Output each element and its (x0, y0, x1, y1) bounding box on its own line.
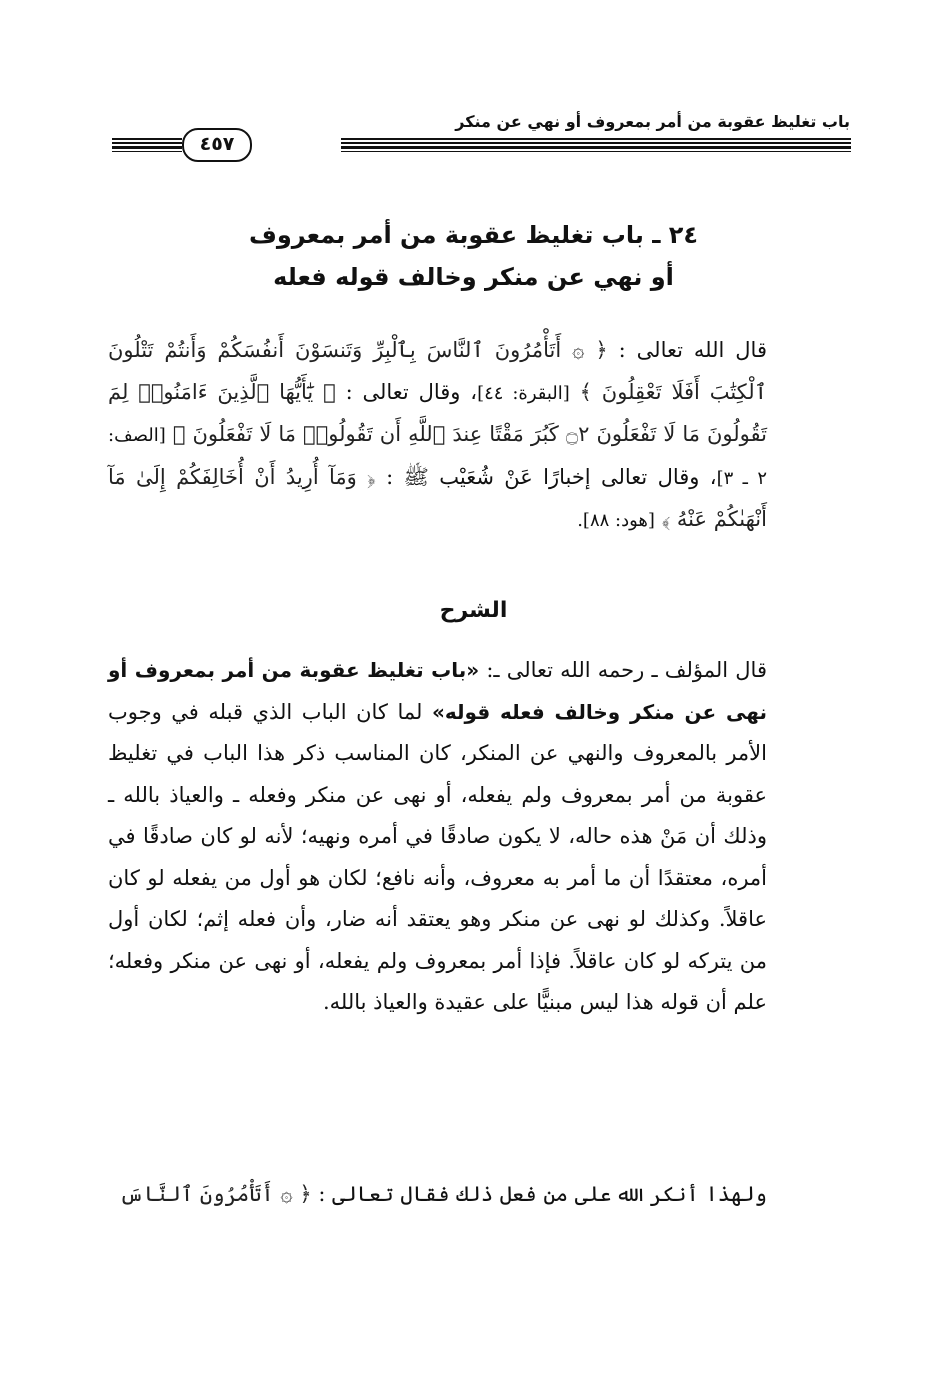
sharh-heading: الشرح (439, 598, 508, 623)
commentary-chapter-quote: «باب تغليظ عقوبة من أمر بمعروف أو نهى عن منكر وخالف فعله قوله» (108, 658, 767, 724)
commentary-body: لما كان الباب الذي قبله في وجوب الأمر بالمعروف والنهي عن المنكر، كان المناسب ذكر هذا الباب في تغليظ عقوبة من أمر بمعروف ولم يفعله، أو نهى عن منكر وفعله ـ والعياذ بالله ـ وذلك أن مَنْ هذه حاله، لا يكون صادقًا في أمره ونهيه؛ لأنه لو كان صادقًا في أمره، معتقدًا أن ما أمر به معروف، وأنه نافع؛ لكان هو أول من يفعله لو كان عاقلاً. وكذلك لو نهى عن منكر وهو يعتقد أنه ضار، وأن فعله إثم؛ لكان أول من يتركه لو كان عاقلاً. فإذا أمر بمعروف ولم يفعله، أو نهى عن منكر وفعله؛ علم أن قوله هذا ليس مبنيًّا على عقيدة والعياذ بالله. (108, 699, 767, 1014)
header-rule-right (341, 136, 851, 154)
quran-verses-block (108, 330, 847, 542)
ayah-2: ﴿ يَٰٓأَيُّهَا ٱلَّذِينَ ءَامَنُوا۟ لِمَ تَقُولُونَ مَا لَا تَفْعَلُونَ ۝٢ كَبُرَ مَقْتًا عِندَ ٱللَّهِ أَن تَقُولُوا۟ مَا لَا تَفْعَلُونَ ﴾ (108, 379, 767, 446)
verse-intro-3: ، وقال تعالى إخبارًا عَنْ شُعَيْب ﷺ : (386, 464, 717, 489)
ayah-ref-2: [الصف: ٢ ـ ٣] (108, 425, 767, 489)
chapter-title-line2: أو نهي عن منكر وخالف قوله فعله (273, 263, 674, 291)
ayah-ref-3: [هود: ٨٨]. (577, 510, 655, 531)
commentary-2-ayah: ﴿ ۞ أَتَأْمُرُونَ ٱلنَّاسَ (119, 1182, 312, 1206)
chapter-title-line1: ٢٤ ـ باب تغليظ عقوبة من أمر بمعروف (248, 221, 699, 249)
commentary-intro: قال المؤلف ـ رحمه الله تعالى ـ: (486, 658, 767, 682)
ayah-1: ﴿ ۞ أَتَأْمُرُونَ ٱلنَّاسَ بِٱلْبِرِّ وَتَنسَوْنَ أَنفُسَكُمْ وَأَنتُمْ تَتْلُونَ ٱلْكِتَٰبَ أَفَلَا تَعْقِلُونَ ﴾ (108, 338, 767, 404)
commentary-paragraph (108, 650, 847, 1024)
running-header-title: باب تغليظ عقوبة من أمر بمعروف أو نهي عن منكر (455, 112, 850, 131)
verse-intro-2: ، وقال تعالى : (345, 379, 478, 404)
page-number-badge: ٤٥٧ (182, 128, 252, 162)
commentary-2-intro: ولهذا أنكر الله على من فعل ذلك فقال تعالى : (318, 1182, 767, 1206)
ayah-ref-1: [البقرة: ٤٤] (477, 382, 570, 404)
commentary-paragraph-2 (108, 1174, 847, 1216)
header-rule-left (112, 136, 182, 154)
ayah-3: ﴿ وَمَآ أُرِيدُ أَنْ أُخَالِفَكُمْ إِلَىٰ مَآ أَنْهَىٰكُمْ عَنْهُ ﴾ (108, 464, 767, 531)
verse-intro-1: قال الله تعالى : (618, 338, 767, 362)
chapter-heading (140, 214, 807, 298)
